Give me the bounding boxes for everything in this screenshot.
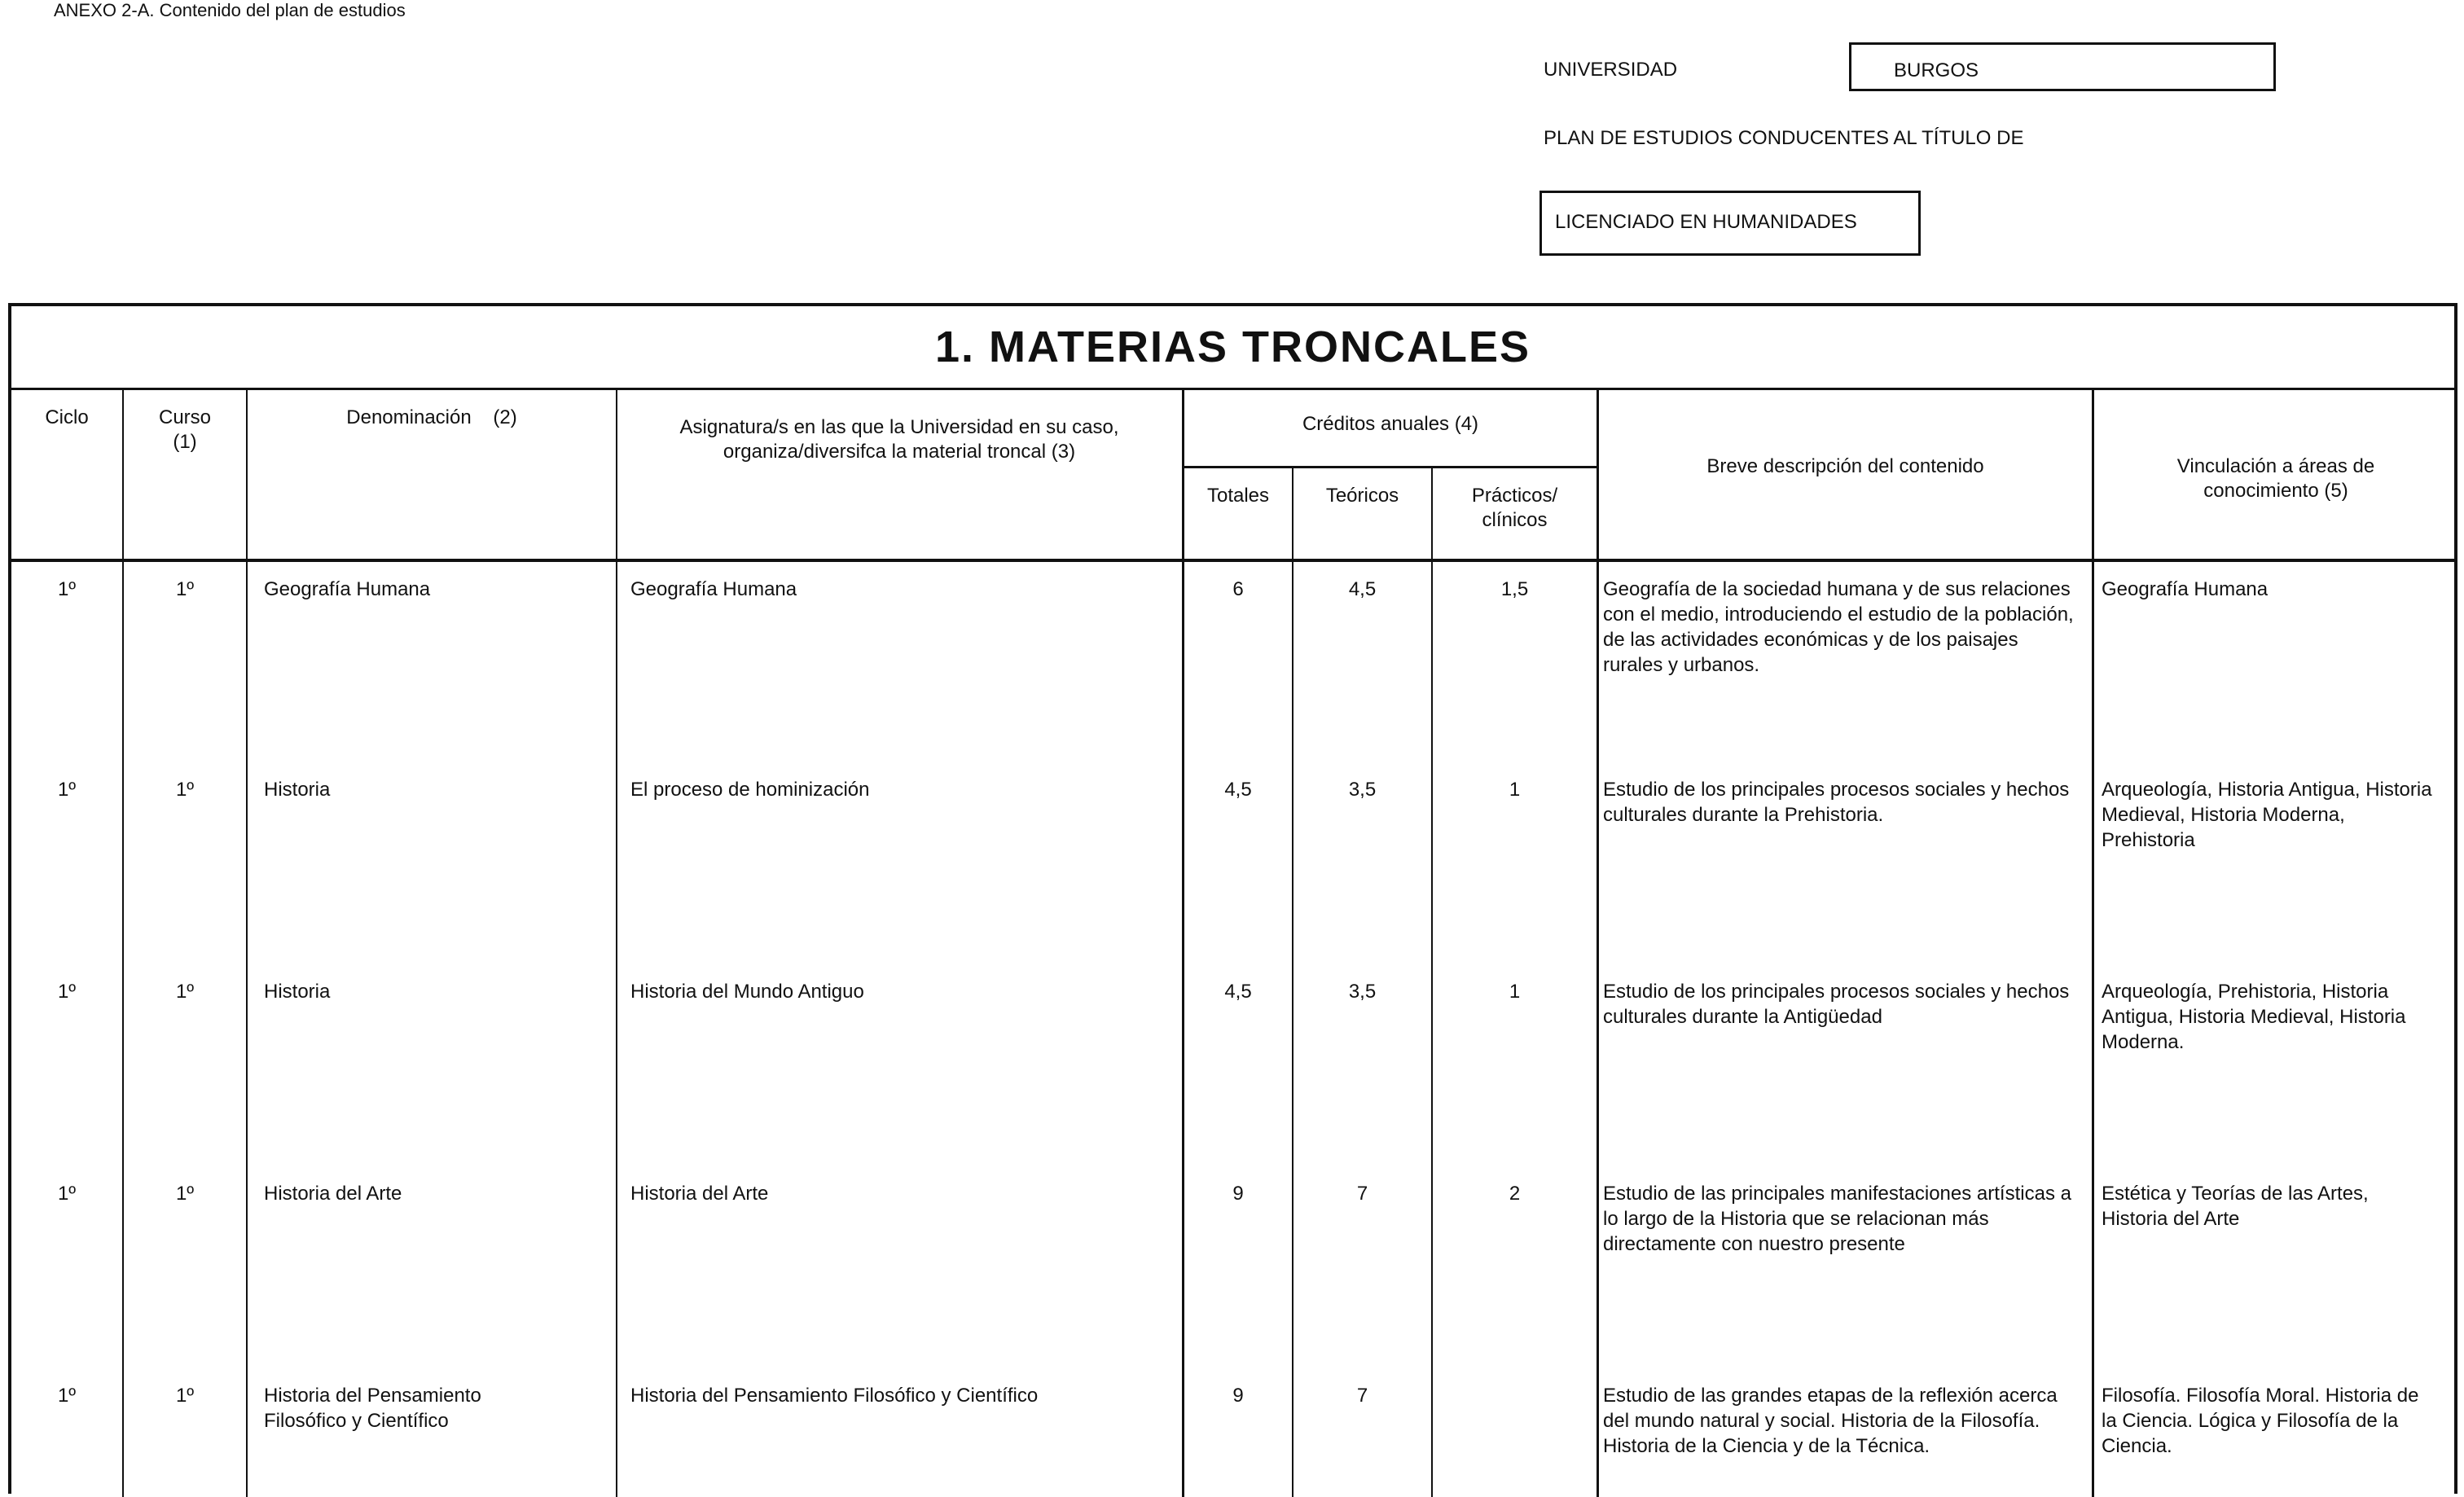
header-vinculacion: Vinculación a áreas de conocimiento (5) bbox=[2176, 455, 2375, 502]
header-practicos: Prácticos/ clínicos bbox=[1471, 485, 1558, 531]
cell-vinculacion: Arqueología, Historia Antigua, Historia Medieval, Historia Moderna, Prehistoria bbox=[2102, 779, 2432, 851]
materias-troncales-table bbox=[8, 303, 2457, 1494]
cell-denominacion: Geografía Humana bbox=[264, 578, 431, 600]
col-divider bbox=[1182, 388, 1184, 1497]
cell-denominacion: Historia bbox=[264, 779, 331, 801]
cell-totales: 9 bbox=[1232, 1183, 1244, 1205]
header-asignatura: Asignatura/s en las que la Universidad en su caso, organiza/diversifca la material troncal (3) bbox=[679, 416, 1119, 463]
cell-curso: 1º bbox=[175, 1385, 195, 1407]
col-divider bbox=[2092, 388, 2094, 1497]
cell-curso: 1º bbox=[175, 1183, 195, 1205]
annex-title: ANEXO 2-A. Contenido del plan de estudios bbox=[54, 0, 406, 20]
creditos-sub-rule bbox=[1183, 466, 1598, 468]
col-divider bbox=[122, 388, 124, 1497]
header-totales: Totales bbox=[1206, 485, 1270, 507]
cell-totales: 4,5 bbox=[1224, 779, 1252, 801]
cell-vinculacion: Estética y Teorías de las Artes, Historia del Arte bbox=[2102, 1183, 2369, 1230]
cell-ciclo: 1º bbox=[57, 1183, 77, 1205]
col-divider bbox=[616, 388, 617, 1497]
cell-ciclo: 1º bbox=[57, 981, 77, 1003]
cell-asignatura: Historia del Mundo Antiguo bbox=[630, 981, 864, 1003]
header-ciclo: Ciclo bbox=[45, 406, 89, 428]
table-title: 1. MATERIAS TRONCALES bbox=[934, 323, 1531, 371]
universidad-label: UNIVERSIDAD bbox=[1544, 59, 1678, 81]
header-top-rule bbox=[11, 388, 2454, 390]
cell-curso: 1º bbox=[175, 578, 195, 600]
cell-denominacion: Historia del Pensamiento Filosófico y Científico bbox=[264, 1385, 481, 1432]
cell-totales: 6 bbox=[1232, 578, 1244, 600]
cell-practicos: 1 bbox=[1509, 779, 1521, 801]
cell-descripcion: Geografía de la sociedad humana y de sus relaciones con el medio, introduciendo el estudio de la población, de las actividades económicas y de los paisajes rurales y urbanos. bbox=[1603, 578, 2074, 676]
cell-asignatura: Historia del Pensamiento Filosófico y Científico bbox=[630, 1385, 1039, 1407]
cell-ciclo: 1º bbox=[57, 1385, 77, 1407]
titulo-value-box: LICENCIADO EN HUMANIDADES bbox=[1539, 191, 1921, 256]
cell-denominacion: Historia del Arte bbox=[264, 1183, 402, 1205]
cell-practicos: 2 bbox=[1509, 1183, 1521, 1205]
header-descripcion: Breve descripción del contenido bbox=[1706, 455, 1984, 477]
cell-descripcion: Estudio de los principales procesos sociales y hechos culturales durante la Antigüedad bbox=[1603, 981, 2070, 1028]
cell-denominacion: Historia bbox=[264, 981, 331, 1003]
cell-practicos: 1 bbox=[1509, 981, 1521, 1003]
cell-descripcion: Estudio de los principales procesos sociales y hechos culturales durante la Prehistoria. bbox=[1603, 779, 2070, 826]
cell-descripcion: Estudio de las principales manifestaciones artísticas a lo largo de la Historia que se relacionan más directamente con nuestro presente bbox=[1603, 1183, 2071, 1255]
cell-vinculacion: Filosofía. Filosofía Moral. Historia de la Ciencia. Lógica y Filosofía de la Ciencia. bbox=[2102, 1385, 2419, 1457]
cell-curso: 1º bbox=[175, 779, 195, 801]
col-divider bbox=[246, 388, 248, 1497]
cell-practicos: 1,5 bbox=[1500, 578, 1529, 600]
cell-totales: 9 bbox=[1232, 1385, 1244, 1407]
cell-teoricos: 3,5 bbox=[1348, 779, 1377, 801]
cell-vinculacion: Geografía Humana bbox=[2102, 578, 2269, 600]
cell-descripcion: Estudio de las grandes etapas de la reflexión acerca del mundo natural y social. Historia de la Filosofía. Historia de la Ciencia y de la Técnica. bbox=[1603, 1385, 2058, 1457]
header-bottom-rule bbox=[11, 559, 2454, 562]
cell-ciclo: 1º bbox=[57, 578, 77, 600]
cell-asignatura: Historia del Arte bbox=[630, 1183, 769, 1205]
header-teoricos: Teóricos bbox=[1325, 485, 1399, 507]
cell-ciclo: 1º bbox=[57, 779, 77, 801]
plan-label: PLAN DE ESTUDIOS CONDUCENTES AL TÍTULO DE bbox=[1544, 127, 2024, 149]
cell-vinculacion: Arqueología, Prehistoria, Historia Antigua, Historia Medieval, Historia Moderna. bbox=[2102, 981, 2406, 1053]
cell-totales: 4,5 bbox=[1224, 981, 1252, 1003]
cell-curso: 1º bbox=[175, 981, 195, 1003]
cell-teoricos: 7 bbox=[1356, 1183, 1368, 1205]
cell-asignatura: Geografía Humana bbox=[630, 578, 797, 600]
cell-teoricos: 7 bbox=[1356, 1385, 1368, 1407]
col-divider bbox=[1597, 388, 1599, 1497]
header-denominacion: Denominación (2) bbox=[346, 406, 517, 428]
universidad-value-box: BURGOS bbox=[1849, 42, 2276, 91]
header-curso: Curso (1) bbox=[158, 406, 212, 453]
header-creditos: Créditos anuales (4) bbox=[1302, 413, 1479, 435]
cell-teoricos: 3,5 bbox=[1348, 981, 1377, 1003]
cell-teoricos: 4,5 bbox=[1348, 578, 1377, 600]
cell-asignatura: El proceso de hominización bbox=[630, 779, 870, 801]
